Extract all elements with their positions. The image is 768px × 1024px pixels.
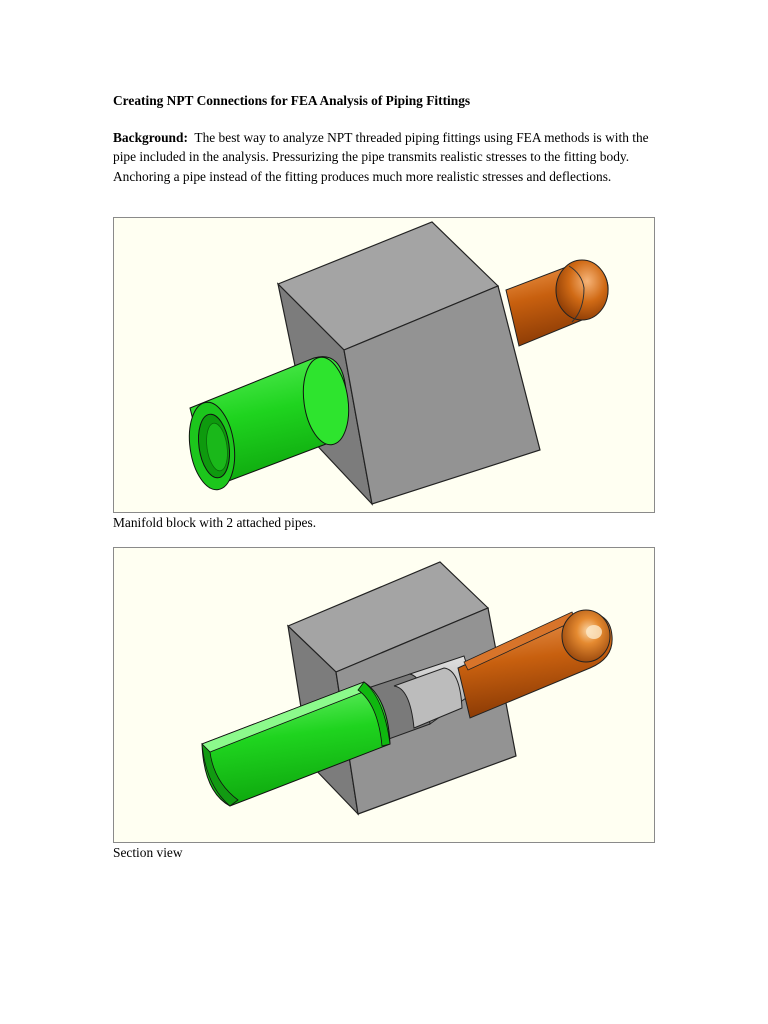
document-title: Creating NPT Connections for FEA Analysis of Piping Fittings (113, 93, 471, 108)
figure-manifold-block (113, 217, 655, 513)
figure-1-caption: Manifold block with 2 attached pipes. (113, 515, 317, 530)
manifold-block-illustration (114, 218, 654, 512)
orange-pipe (506, 260, 608, 346)
green-pipe (184, 354, 354, 492)
section-view-illustration (114, 548, 654, 842)
figure-section-view (113, 547, 655, 843)
background-text: The best way to analyze NPT threaded piping fittings using FEA methods is with the pipe included in the analysis. Pressurizing the pipe transmits realistic stresses to the fitting body. Anchoring a pipe instead of the fitting produces much more realistic stresses and deflections. (113, 130, 649, 184)
background-paragraph (113, 128, 673, 186)
figure-2-caption: Section view (113, 845, 183, 860)
background-lead: Background: (113, 130, 188, 145)
